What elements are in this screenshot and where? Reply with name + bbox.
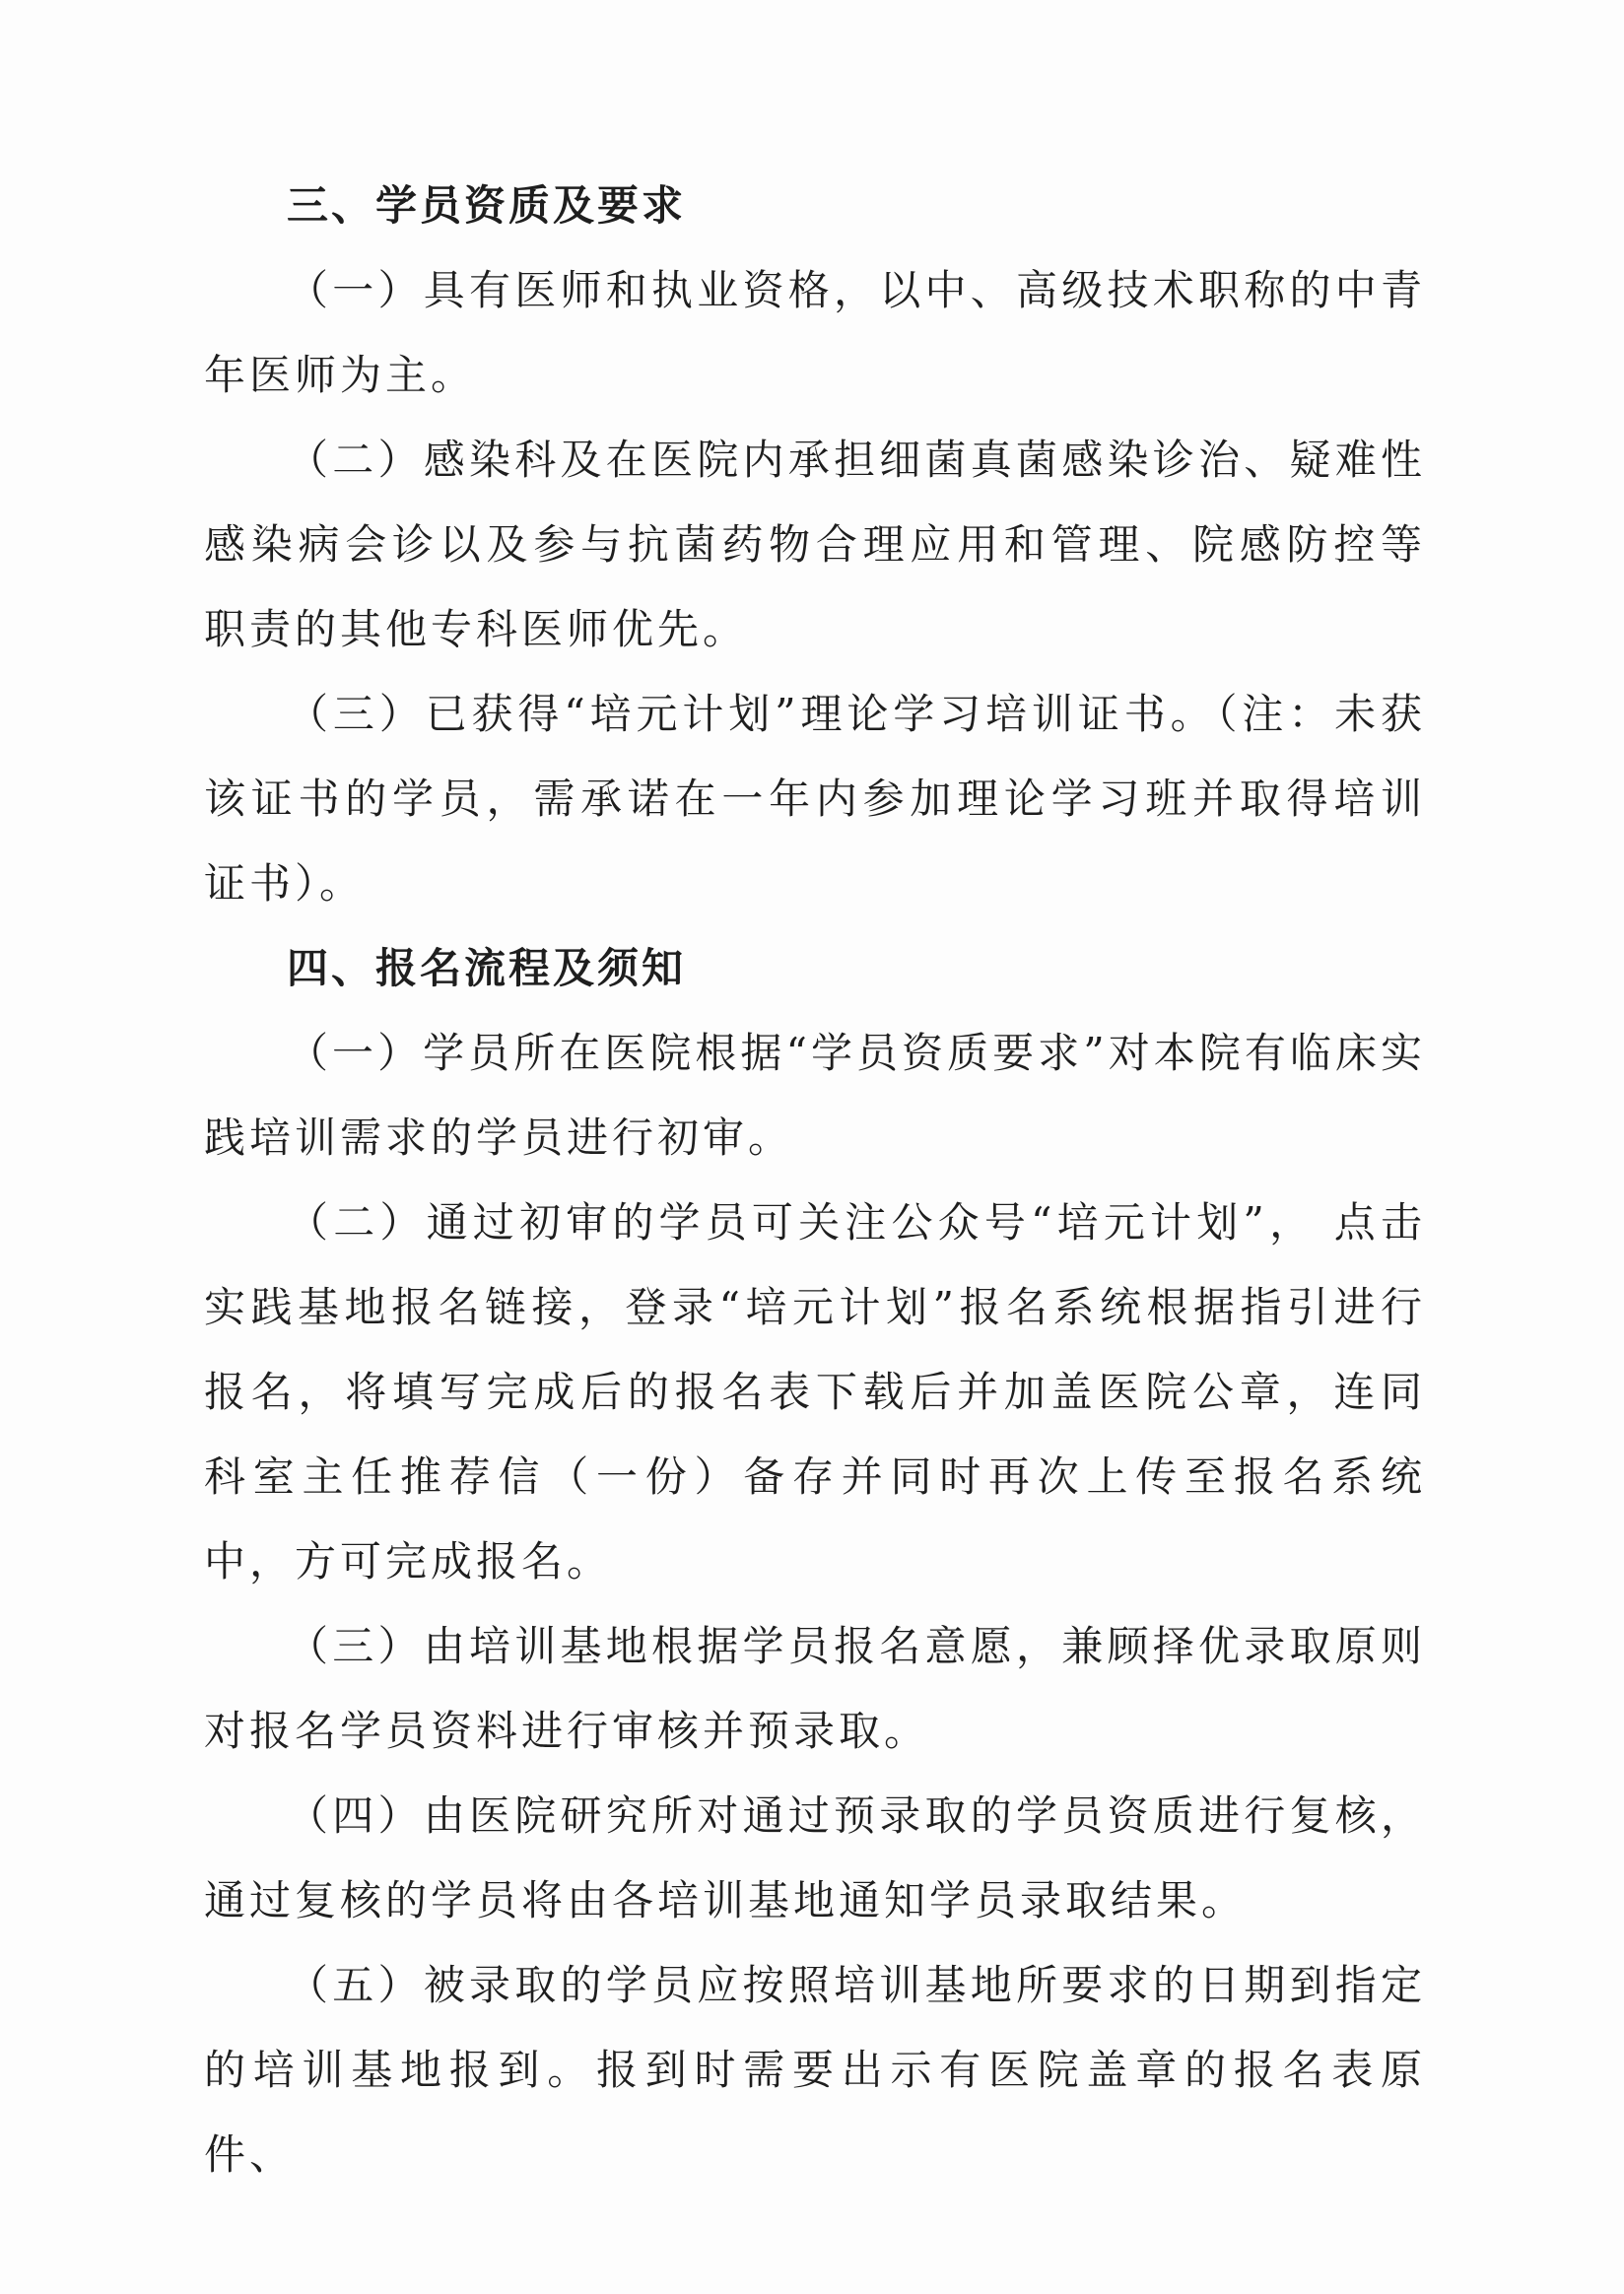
paragraph-registration-1: （一）学员所在医院根据“学员资质要求”对本院有临床实践培训需求的学员进行初审。 bbox=[204, 1029, 1426, 1162]
paragraph-registration-4: （四）由医院研究所对通过预录取的学员资质进行复核，通过复核的学员将由各培训基地通知学员录取结果。 bbox=[204, 1791, 1426, 1924]
document-body bbox=[204, 164, 1426, 2197]
paragraph-qualification-2: （二）感染科及在医院内承担细菌真菌感染诊治、疑难性感染病会诊以及参与抗菌药物合理应用和管理、院感防控等职责的其他专科医师优先。 bbox=[204, 436, 1426, 653]
section-heading-registration: 四、报名流程及须知 bbox=[287, 944, 687, 992]
paragraph-registration-2: （二）通过初审的学员可关注公众号“培元计划”， 点击实践基地报名链接，登录“培元计划”报名系统根据指引进行报名，将填写完成后的报名表下载后并加盖医院公章，连同科室主任推荐信（一份）备存并同时再次上传至报名系统中，方可完成报名。 bbox=[204, 1198, 1426, 1586]
paragraph-qualification-3: （三）已获得“培元计划”理论学习培训证书。（注：未获该证书的学员，需承诺在一年内参加理论学习班并取得培训证书）。 bbox=[204, 690, 1426, 908]
paragraph-registration-5: （五）被录取的学员应按照培训基地所要求的日期到指定的培训基地报到。报到时需要出示有医院盖章的报名表原件、 bbox=[204, 1961, 1426, 2179]
section-heading-qualifications: 三、学员资质及要求 bbox=[287, 181, 687, 230]
paragraph-qualification-1: （一）具有医师和执业资格，以中、高级技术职称的中青年医师为主。 bbox=[204, 266, 1426, 399]
paragraph-registration-3: （三）由培训基地根据学员报名意愿，兼顾择优录取原则对报名学员资料进行审核并预录取。 bbox=[204, 1622, 1426, 1755]
